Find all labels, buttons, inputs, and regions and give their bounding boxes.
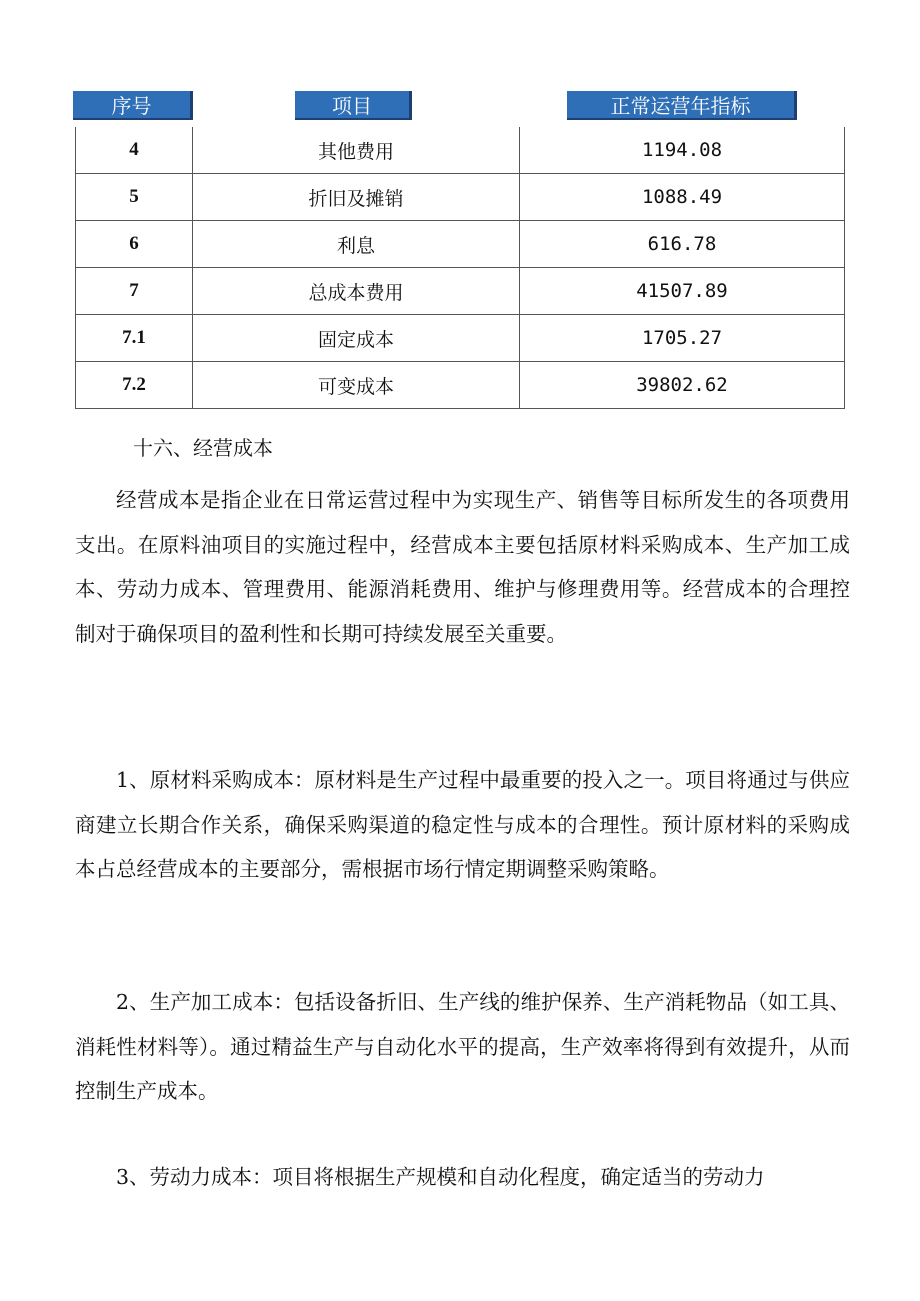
- cell-seq: 7.2: [76, 362, 193, 409]
- cell-value: 1194.08: [520, 127, 845, 174]
- cell-seq: 5: [76, 174, 193, 221]
- header-seq: 序号: [73, 91, 193, 120]
- header-item: 项目: [295, 91, 412, 120]
- cell-seq: 6: [76, 221, 193, 268]
- table-row: [76, 268, 845, 315]
- cell-value: 1088.49: [520, 174, 845, 221]
- cell-item: 利息: [193, 221, 520, 268]
- cell-seq: 4: [76, 127, 193, 174]
- cell-item: 其他费用: [193, 127, 520, 174]
- cell-seq: 7: [76, 268, 193, 315]
- table-row: [76, 362, 845, 409]
- table-row: [76, 315, 845, 362]
- item-paragraph: 3、劳动力成本：项目将根据生产规模和自动化程度，确定适当的劳动力: [116, 1165, 765, 1189]
- cell-item: 可变成本: [193, 362, 520, 409]
- cell-value: 616.78: [520, 221, 845, 268]
- cell-value: 41507.89: [520, 268, 845, 315]
- cell-item: 折旧及摊销: [193, 174, 520, 221]
- table-row: [76, 127, 845, 174]
- header-value: 正常运营年指标: [567, 91, 797, 120]
- cell-seq: 7.1: [76, 315, 193, 362]
- intro-paragraph: 经营成本是指企业在日常运营过程中为实现生产、销售等目标所发生的各项费用支出。在原料油项目的实施过程中，经营成本主要包括原材料采购成本、生产加工成本、劳动力成本、管理费用、能源消耗费用、维护与修理费用等。经营成本的合理控制对于确保项目的盈利性和长期可持续发展至关重要。: [75, 488, 850, 647]
- cell-value: 39802.62: [520, 362, 845, 409]
- cell-item: 总成本费用: [193, 268, 520, 315]
- cost-table: [75, 127, 845, 409]
- section-heading: 十六、经营成本: [133, 436, 273, 460]
- cell-value: 1705.27: [520, 315, 845, 362]
- table-row: [76, 221, 845, 268]
- item-paragraph: 1、原材料采购成本：原材料是生产过程中最重要的投入之一。项目将通过与供应商建立长期合作关系，确保采购渠道的稳定性与成本的合理性。预计原材料的采购成本占总经营成本的主要部分，需根据市场行情定期调整采购策略。: [75, 768, 850, 882]
- table-row: [76, 174, 845, 221]
- cell-item: 固定成本: [193, 315, 520, 362]
- item-paragraph: 2、生产加工成本：包括设备折旧、生产线的维护保养、生产消耗物品（如工具、消耗性材料等）。通过精益生产与自动化水平的提高，生产效率将得到有效提升，从而控制生产成本。: [75, 990, 850, 1104]
